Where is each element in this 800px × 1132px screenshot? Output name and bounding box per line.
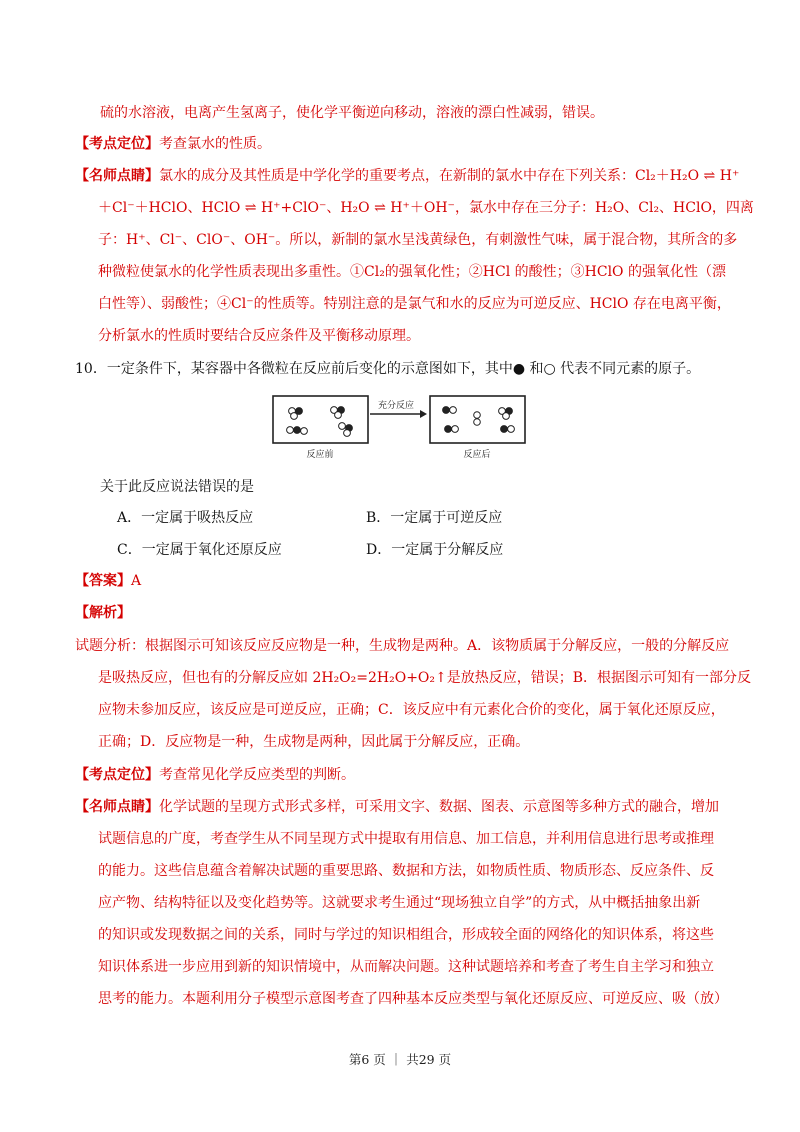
- mspj-line: 知识体系进一步应用到新的知识情境中，从而解决问题。这种试题培养和考查了考生自主学习和独立: [98, 959, 714, 975]
- question-prompt: 关于此反应说法错误的是: [100, 479, 254, 495]
- before-label: 反应前: [306, 450, 334, 460]
- kaodian-tag: 【考点定位】: [75, 767, 159, 783]
- page-footer: 第6 页 ｜ 共29 页: [348, 1052, 452, 1067]
- kaodian-text: 考查氯水的性质。: [159, 136, 271, 152]
- kaodian-line-2: [75, 765, 355, 785]
- molecule-icon: [501, 426, 515, 433]
- option-a: A．一定属于吸热反应: [117, 510, 254, 526]
- mspj-line: 分析氯水的性质时要结合反应条件及平衡移动原理。: [98, 328, 420, 344]
- after-label: 反应后: [463, 450, 491, 460]
- mspj-line: 白性等）、弱酸性；④Cl⁻的性质等。特别注意的是氯气和水的反应为可逆反应、HClO 存在电离平衡，: [98, 296, 731, 312]
- option-c: C．一定属于氧化还原反应: [117, 542, 282, 558]
- mspj-line: 的知识或发现数据之间的关系，同时与学过的知识相组合，形成较全面的网络化的知识体系，将这些: [98, 927, 714, 943]
- analysis-line: 试题分析：根据图示可知该反应反应物是一种，生成物是两种。A．该物质属于分解反应，一般的分解反应: [75, 638, 730, 654]
- answer-value: A: [131, 573, 142, 589]
- mspj-line: 的能力。这些信息蕴含着解决试题的重要思路、数据和方法，如物质性质、物质形态、反应条件、反: [98, 863, 714, 879]
- option-d: D．一定属于分解反应: [366, 542, 504, 558]
- reaction-diagram: [270, 392, 528, 462]
- mspj-line-1: [75, 166, 739, 186]
- analysis-line: 是吸热反应，但也有的分解反应如 2H₂O₂=2H₂O+O₂↑是放热反应，错误；B．根据图示可知有一部分反: [98, 670, 752, 686]
- molecule-icon: [443, 407, 457, 414]
- mspj-line: 思考的能力。本题利用分子模型示意图考查了四种基本反应类型与氧化还原反应、可逆反应、吸（放）: [98, 991, 728, 1007]
- mspj-line: 种微粒使氯水的化学性质表现出多重性。①Cl₂的强氧化性；②HCl 的酸性；③HClO 的强氧化性（漂: [98, 264, 726, 280]
- mspj-line: 试题信息的广度，考查学生从不同呈现方式中提取有用信息、加工信息，并利用信息进行思考或推理: [98, 831, 714, 847]
- mspj-line-2: [75, 797, 719, 817]
- analysis-line: 正确；D．反应物是一种，生成物是两种，因此属于分解反应，正确。: [98, 734, 530, 750]
- mspj-text: 化学试题的呈现方式形式多样，可采用文字、数据、图表、示意图等多种方式的融合，增加: [159, 799, 719, 815]
- mspj-line: 应产物、结构特征以及变化趋势等。这就要求考生通过“现场独立自学”的方式，从中概括抽象出新: [98, 895, 701, 911]
- molecule-icon: [499, 408, 513, 420]
- kaodian-tag: 【考点定位】: [75, 136, 159, 152]
- text-line: 硫的水溶液，电离产生氢离子，使化学平衡逆向移动，溶液的漂白性减弱，错误。: [100, 105, 604, 121]
- arrow-label: 充分反应: [377, 401, 415, 411]
- molecule-icon: [445, 426, 459, 433]
- answer-tag: 【答案】: [75, 573, 131, 589]
- mspj-text: 氯水的成分及其性质是中学化学的重要考点，在新制的氯水中存在下列关系：Cl₂＋H₂O ⇌ H⁺: [159, 168, 740, 184]
- molecule-icon: [289, 408, 303, 420]
- molecule-icon: [287, 427, 308, 435]
- option-b: B．一定属于可逆反应: [366, 510, 503, 526]
- molecule-icon: [331, 407, 345, 419]
- kaodian-line-1: [75, 134, 271, 154]
- mspj-line: 子：H⁺、Cl⁻、ClO⁻、OH⁻。所以，新制的氯水呈浅黄绿色，有刺激性气味，属于混合物，其所含的多: [98, 232, 738, 248]
- question-10-stem: 10．一定条件下，某容器中各微粒在反应前后变化的示意图如下，其中● 和○ 代表不同元素的原子。: [75, 361, 701, 377]
- before-box: [273, 396, 368, 443]
- mspj-tag: 【名师点睛】: [75, 799, 159, 815]
- jiexi-tag: 【解析】: [75, 605, 131, 621]
- mspj-line: ＋Cl⁻＋HClO、HClO ⇌ H⁺+ClO⁻、H₂O ⇌ H⁺＋OH⁻，氯水中存在三分子：H₂O、Cl₂、HClO，四离: [98, 200, 754, 216]
- analysis-line: 应物未参加反应，该反应是可逆反应，正确；C．该反应中有元素化合价的变化，属于氧化还原反应，: [98, 702, 725, 718]
- kaodian-text: 考查常见化学反应类型的判断。: [159, 767, 355, 783]
- molecule-icon: [474, 412, 481, 426]
- mspj-tag: 【名师点睛】: [75, 168, 159, 184]
- molecule-icon: [339, 423, 353, 437]
- answer-line: [75, 571, 141, 591]
